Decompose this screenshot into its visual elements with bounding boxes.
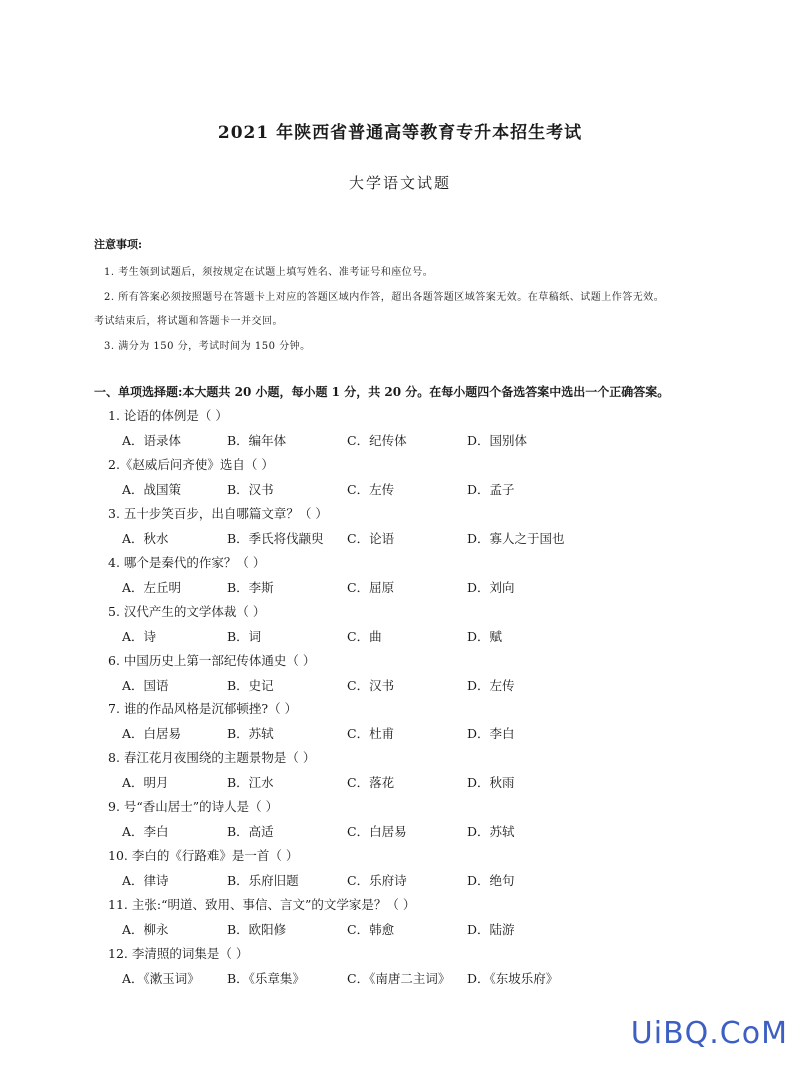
option-d: D．苏轼 [467, 824, 515, 840]
question-stem: 1. 论语的体例是（ ） [108, 408, 228, 423]
option-c: C．纪传体 [347, 433, 407, 448]
option-c: C．杜甫 [347, 726, 395, 742]
option-a: A．诗 [122, 628, 157, 644]
exam-subtitle: 大学语文试题 [348, 174, 451, 192]
option-a: A．战国策 [122, 481, 182, 497]
option-d: D．刘向 [467, 579, 515, 595]
option-b: B．汉书 [227, 481, 274, 497]
option-b: B．江水 [227, 775, 274, 791]
notes-heading: 注意事项: [94, 238, 143, 251]
option-c: C．论语 [347, 530, 395, 546]
question-options [122, 529, 682, 549]
option-a: A．语录体 [122, 433, 182, 448]
option-b: B．《乐章集》 [227, 970, 305, 986]
option-d: D．国别体 [467, 433, 528, 448]
option-b: B．李斯 [227, 579, 274, 595]
option-c: C．左传 [347, 481, 395, 497]
option-d: D．秋雨 [467, 775, 515, 791]
question-stem: 7. 谁的作品风格是沉郁顿挫?（ ） [108, 701, 298, 717]
question-options [122, 969, 682, 989]
option-d: D．陆游 [467, 922, 515, 937]
option-d: D．绝句 [467, 873, 515, 889]
option-d: D．孟子 [467, 481, 515, 497]
option-a: A．白居易 [122, 726, 182, 742]
option-a: A．左丘明 [122, 579, 182, 595]
question-options [122, 773, 682, 793]
option-a: A．柳永 [122, 922, 169, 937]
option-d: D．李白 [467, 726, 515, 742]
question-stem: 9. 号“香山居士”的诗人是（ ） [108, 799, 279, 815]
question-options [122, 871, 682, 891]
question-stem: 3. 五十步笑百步，出自哪篇文章？（ ） [108, 505, 328, 521]
section-heading: 一、单项选择题:本大题共 20 小题，每小题 1 分，共 20 分。在每小题四个备选答案中选出一个正确答案。 [94, 385, 670, 399]
option-d: D．寡人之于国也 [467, 530, 565, 546]
option-c: C．韩愈 [347, 922, 395, 937]
question-options [122, 920, 682, 940]
option-b: B．苏轼 [227, 726, 274, 742]
question-options [122, 578, 682, 598]
option-c: C．屈原 [347, 579, 395, 595]
question-stem: 12. 李清照的词集是（ ） [108, 945, 249, 961]
option-b: B．欧阳修 [227, 922, 287, 937]
option-a: A．明月 [122, 775, 169, 791]
option-b: B．词 [227, 628, 262, 644]
note-line-2-cont: 考试结束后，将试题和答题卡一并交回。 [94, 316, 283, 327]
option-d: D．《东坡乐府》 [467, 970, 559, 986]
option-a: A．《漱玉词》 [122, 970, 200, 986]
exam-title: 2021 年陕西省普通高等教育专升本招生考试 [217, 123, 583, 143]
option-a: A．国语 [122, 677, 169, 693]
note-line-2: 2. 所有答案必须按照题号在答题卡上对应的答题区域内作答，超出各题答题区域答案无效。在草稿纸、试题上作答无效。 [104, 292, 665, 303]
option-d: D．左传 [467, 677, 515, 693]
question-stem: 5. 汉代产生的文学体裁（ ） [108, 603, 266, 619]
option-a: A．秋水 [122, 530, 169, 546]
option-b: B．史记 [227, 677, 274, 693]
option-d: D．赋 [467, 628, 503, 644]
option-a: A．律诗 [122, 873, 169, 889]
option-c: C．曲 [347, 628, 382, 644]
question-options [122, 676, 682, 696]
option-b: B．乐府旧题 [227, 873, 299, 889]
question-options [122, 724, 682, 744]
option-b: B．季氏将伐颛臾 [227, 530, 324, 546]
question-options [122, 431, 682, 451]
note-line-3: 3. 满分为 150 分，考试时间为 150 分钟。 [104, 341, 311, 352]
note-line-1: 1. 考生领到试题后，须按规定在试题上填写姓名、准考证号和座位号。 [104, 267, 434, 278]
option-a: A．李白 [122, 824, 169, 840]
watermark-logo: UiBQ.CoM [630, 1016, 788, 1051]
question-stem: 4. 哪个是秦代的作家？（ ） [108, 554, 266, 570]
question-options [122, 822, 682, 842]
question-options [122, 627, 682, 647]
question-stem: 8. 春江花月夜围绕的主题景物是（ ） [108, 750, 316, 766]
option-c: C．乐府诗 [347, 873, 407, 889]
question-stem: 6. 中国历史上第一部纪传体通史（ ） [108, 652, 316, 668]
option-b: B．编年体 [227, 433, 287, 448]
question-stem: 11. 主张:“明道、致用、事信、言文”的文学家是？（ ） [108, 897, 416, 912]
option-c: C．落花 [347, 775, 395, 791]
question-options [122, 480, 682, 500]
option-c: C．汉书 [347, 677, 395, 693]
option-c: C．《南唐二主词》 [347, 970, 451, 986]
question-stem: 10. 李白的《行路难》是一首（ ） [108, 848, 299, 864]
question-stem: 2.《赵威后问齐使》选自（ ） [108, 456, 274, 472]
option-b: B．高适 [227, 824, 274, 840]
option-c: C．白居易 [347, 824, 407, 840]
